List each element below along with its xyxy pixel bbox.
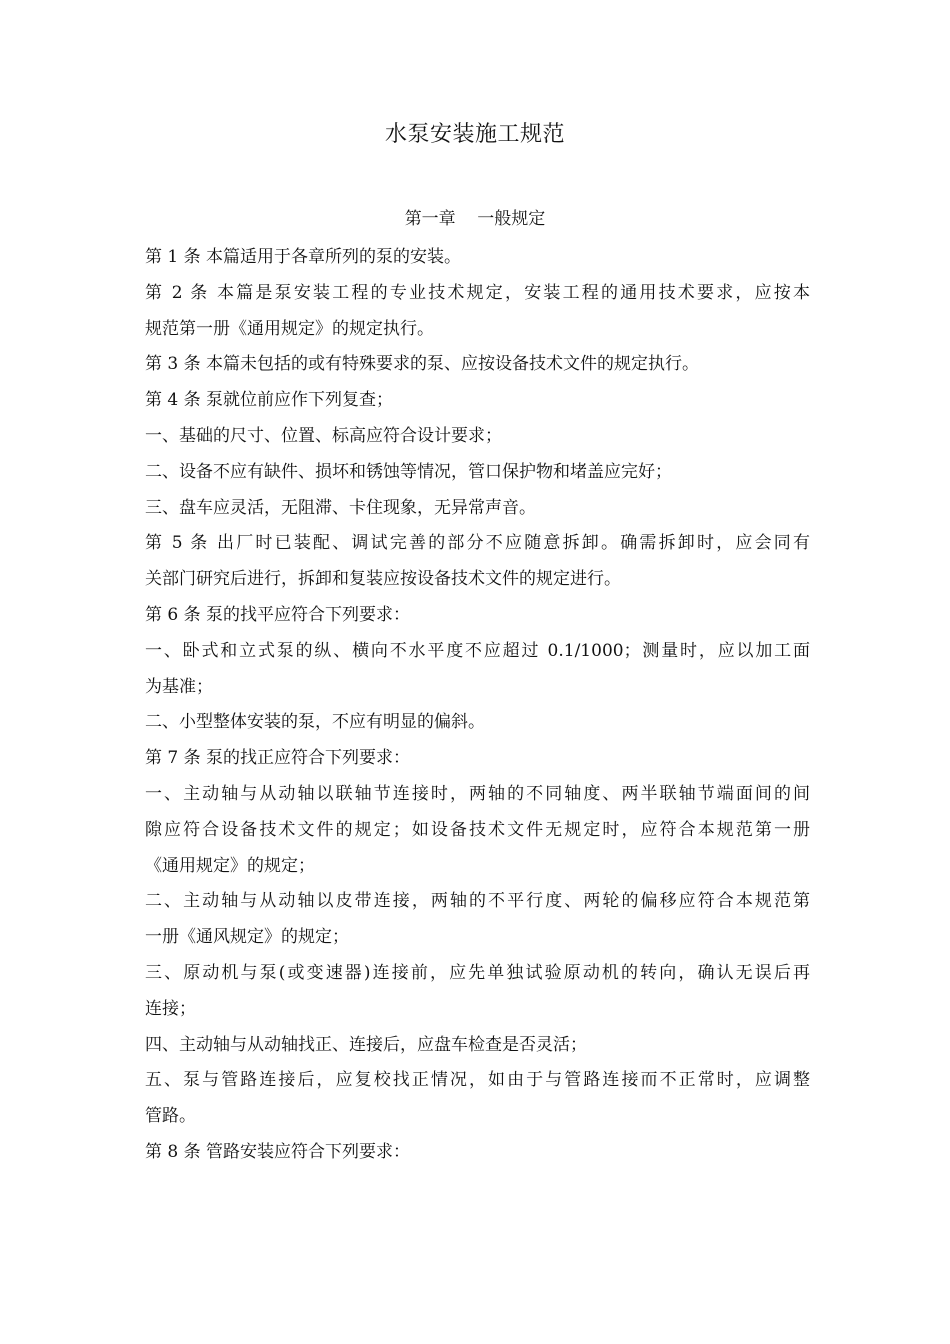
text-line: 《通用规定》的规定； [145, 855, 315, 876]
text-line: 第 6 条 泵的找平应符合下列要求： [145, 604, 411, 625]
text-line: 第 2 条 本篇是泵安装工程的专业技术规定，安装工程的通用技术要求，应按本 [145, 282, 810, 303]
text-line: 二、设备不应有缺件、损坏和锈蚀等情况，管口保护物和堵盖应完好； [145, 461, 672, 482]
text-line: 二、主动轴与从动轴以皮带连接，两轴的不平行度、两轮的偏移应符合本规范第 [145, 891, 810, 912]
text-line: 一、主动轴与从动轴以联轴节连接时，两轴的不同轴度、两半联轴节端面间的间 [145, 783, 810, 804]
text-line: 二、小型整体安装的泵，不应有明显的偏斜。 [145, 712, 485, 733]
text-line: 一册《通风规定》的规定； [145, 927, 349, 948]
document-title: 水泵安装施工规范 [384, 122, 565, 147]
text-line: 第 3 条 本篇未包括的或有特殊要求的泵、应按设备技术文件的规定执行。 [145, 354, 700, 375]
text-line: 三、原动机与泵(或变速器)连接前，应先单独试验原动机的转向，确认无误后再 [145, 962, 810, 983]
text-line: 管路。 [145, 1106, 196, 1127]
text-line: 关部门研究后进行，拆卸和复装应按设备技术文件的规定进行。 [145, 569, 621, 590]
text-line: 规范第一册《通用规定》的规定执行。 [145, 318, 434, 339]
text-line: 隙应符合设备技术文件的规定；如设备技术文件无规定时，应符合本规范第一册 [145, 819, 810, 840]
text-line: 第 5 条 出厂时已装配、调试完善的部分不应随意拆卸。确需拆卸时，应会同有 [145, 533, 810, 554]
text-line: 一、卧式和立式泵的纵、横向不水平度不应超过 0.1/1000；测量时，应以加工面 [145, 640, 810, 661]
chapter-heading: 第一章 一般规定 [404, 209, 546, 229]
text-line: 第 7 条 泵的找正应符合下列要求： [145, 748, 411, 769]
text-line: 为基准； [145, 676, 213, 697]
text-line: 第 8 条 管路安装应符合下列要求： [145, 1141, 411, 1162]
text-line: 第 1 条 本篇适用于各章所列的泵的安装。 [145, 247, 462, 267]
text-line: 第 4 条 泵就位前应作下列复查； [145, 390, 394, 411]
text-line: 五、泵与管路连接后，应复校找正情况，如由于与管路连接而不正常时，应调整 [145, 1070, 810, 1091]
text-line: 一、基础的尺寸、位置、标高应符合设计要求； [145, 425, 502, 446]
text-line: 连接； [145, 998, 196, 1019]
text-line: 四、主动轴与从动轴找正、连接后，应盘车检查是否灵活； [145, 1034, 587, 1055]
document-body [145, 242, 810, 1173]
text-line: 三、盘车应灵活，无阻滞、卡住现象，无异常声音。 [145, 497, 536, 518]
